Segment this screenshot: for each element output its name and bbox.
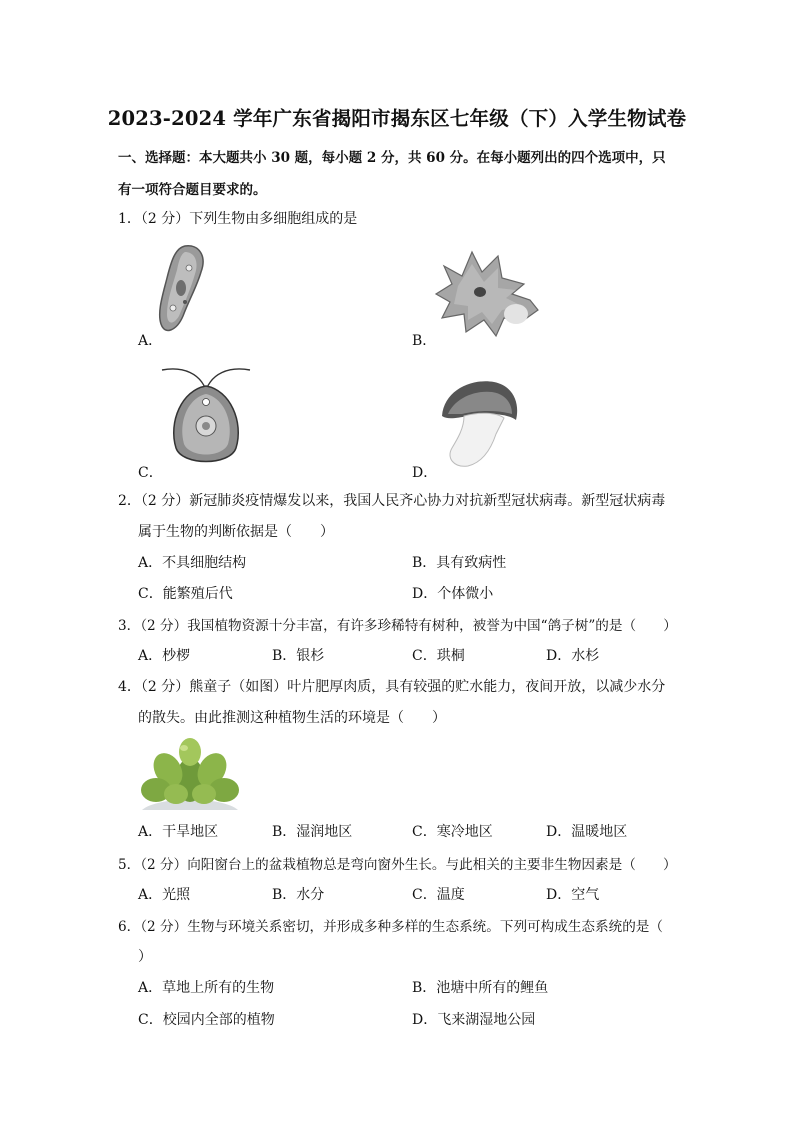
question-1-option-c: C．: [138, 465, 163, 481]
question-4-option-a: A．干旱地区: [138, 824, 219, 840]
question-1-option-b: B．: [412, 333, 437, 349]
question-4-stem-line1: 4．（2 分）熊童子（如图）叶片肥厚肉质，具有较强的贮水能力，夜间开放，以减少水分: [118, 679, 666, 695]
question-3-option-d: D．水杉: [546, 648, 600, 664]
question-4-option-d: D．温暖地区: [546, 824, 628, 840]
question-2-stem-line2: 属于生物的判断依据是（ ）: [138, 524, 334, 540]
chlamydomonas-image: [160, 360, 252, 472]
question-1-option-d: D．: [412, 465, 438, 481]
question-5-option-d: D．空气: [546, 887, 600, 903]
question-3-option-a: A．杪椤: [138, 648, 191, 664]
question-2-option-b: B．具有致病性: [412, 555, 507, 571]
mushroom-image: [438, 376, 522, 470]
question-3-option-b: B．银杉: [272, 648, 325, 664]
question-6-option-a: A．草地上所有的生物: [138, 980, 275, 996]
question-5-stem: 5．（2 分）向阳窗台上的盆栽植物总是弯向窗外生长。与此相关的主要非生物因素是（ ）: [118, 857, 677, 873]
paramecium-image: [155, 242, 213, 338]
question-6-option-d: D．飞来湖湿地公园: [412, 1012, 536, 1028]
question-4-option-c: C．寒冷地区: [412, 824, 493, 840]
question-2-stem-line1: 2．（2 分）新冠肺炎疫情爆发以来，我国人民齐心协力对抗新型冠状病毒。新型冠状病毒: [118, 493, 666, 509]
bears-paw-succulent-image: [138, 736, 242, 812]
section-heading-line2: 有一项符合题目要求的。: [118, 182, 267, 198]
question-4-option-b: B．湿润地区: [272, 824, 353, 840]
question-3-option-c: C．珙桐: [412, 648, 465, 664]
question-5-option-c: C．温度: [412, 887, 465, 903]
question-5-option-a: A．光照: [138, 887, 191, 903]
question-3-stem: 3．（2 分）我国植物资源十分丰富，有许多珍稀特有树种，被誉为中国“鸽子树”的是（ ）: [118, 618, 677, 634]
question-4-stem-line2: 的散失。由此推测这种植物生活的环境是（ ）: [138, 710, 446, 726]
question-2-option-c: C．能繁殖后代: [138, 586, 233, 602]
section-heading-line1: 一、选择题：本大题共小 30 题，每小题 2 分，共 60 分。在每小题列出的四个选项中，只: [118, 150, 666, 166]
page-title: 2023-2024 学年广东省揭阳市揭东区七年级（下）入学生物试卷: [107, 107, 687, 130]
question-5-option-b: B．水分: [272, 887, 325, 903]
question-6-option-b: B．池塘中所有的鲤鱼: [412, 980, 549, 996]
question-6-option-c: C．校园内全部的植物: [138, 1012, 275, 1028]
question-1-option-a: A．: [138, 333, 163, 349]
question-6-stem-line2: ）: [138, 949, 152, 965]
amoeba-image: [432, 248, 554, 340]
question-2-option-a: A．不具细胞结构: [138, 555, 247, 571]
question-2-option-d: D．个体微小: [412, 586, 494, 602]
question-6-stem-line1: 6．（2 分）生物与环境关系密切，并形成多种多样的生态系统。下列可构成生态系统的是（: [118, 919, 663, 935]
question-1-stem: 1．（2 分）下列生物由多细胞组成的是: [118, 211, 358, 227]
